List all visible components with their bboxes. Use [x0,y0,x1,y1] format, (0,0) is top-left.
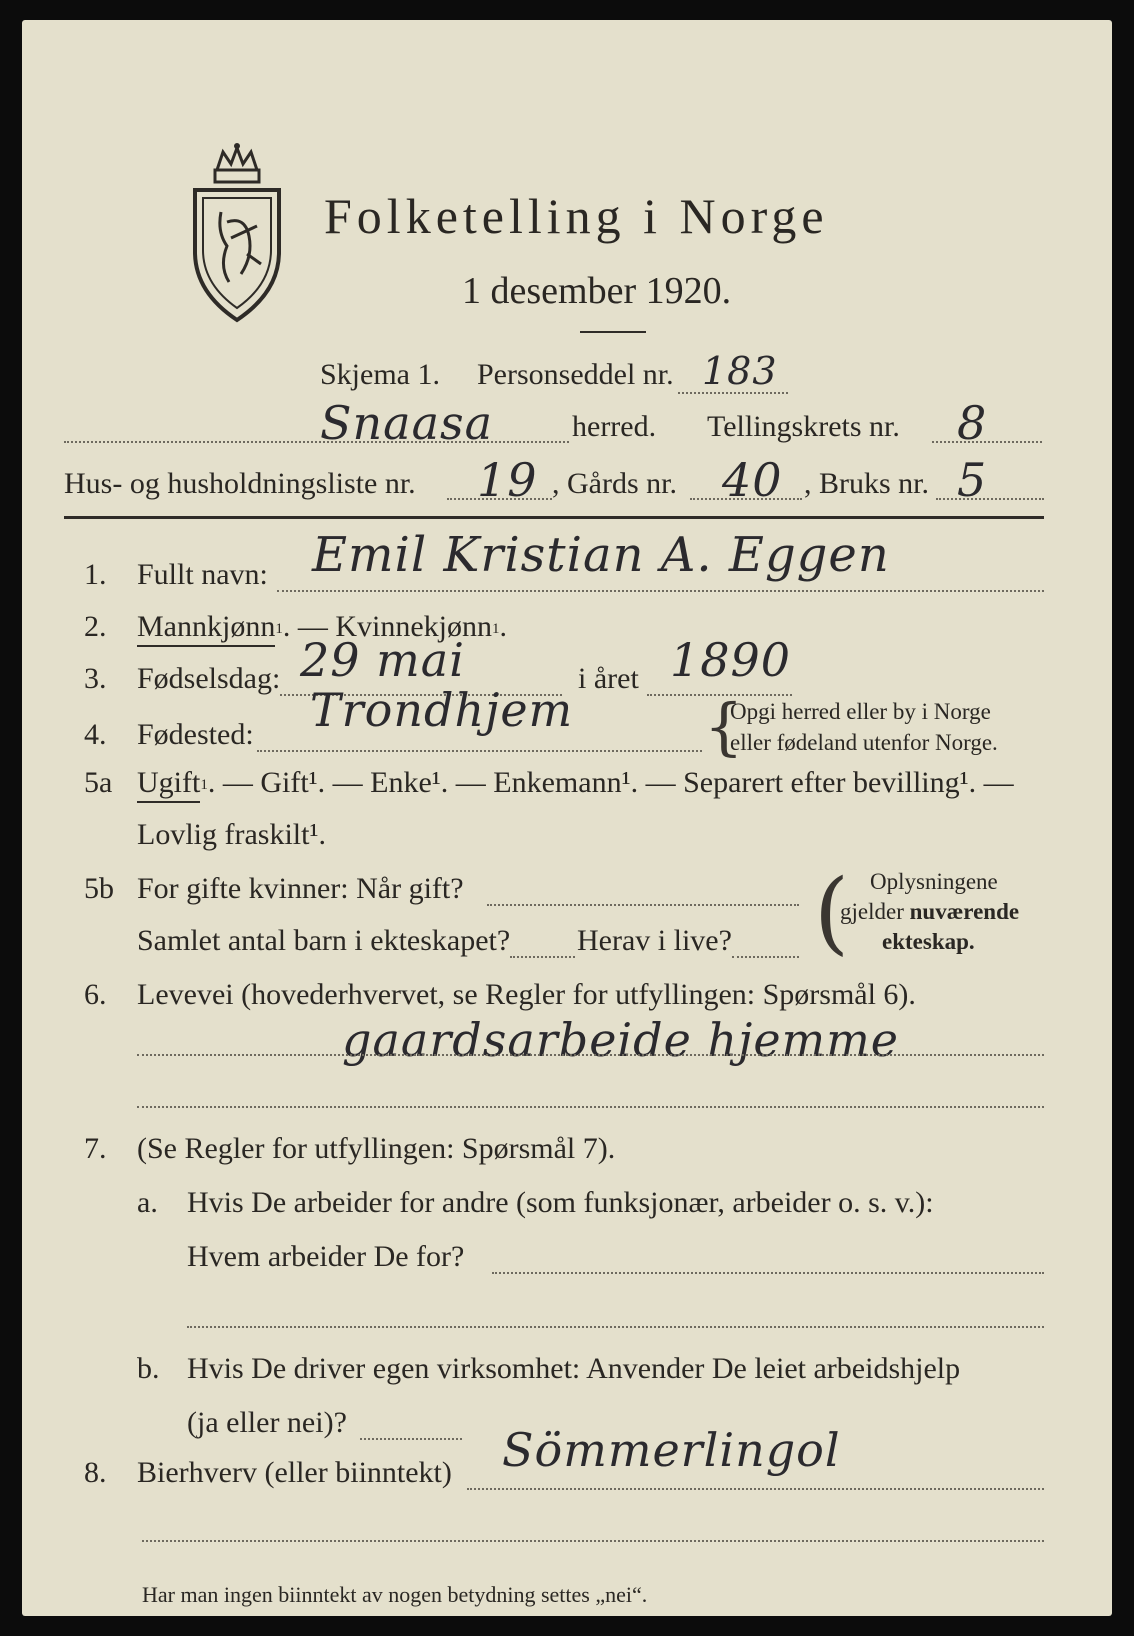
header-divider [580,331,646,333]
q5b-alive-label: Herav i live? [577,924,732,957]
q3-birth-date: 29 mai [300,633,465,687]
q5a-number: 5a [84,766,113,799]
q3-year-label: i året [578,662,639,695]
personseddel-value: 183 [702,349,778,393]
schema-label: Skjema 1. [320,358,440,391]
q5b-when-dotline [487,904,799,906]
q7b-letter: b. [137,1352,160,1385]
q1-label: Fullt navn: [137,558,268,591]
section-divider [64,516,1044,519]
census-form-sheet [22,20,1112,1616]
q5b-number: 5b [84,872,114,905]
herred-dotline [64,441,569,443]
herred-value: Snaasa [320,396,494,450]
hus-label: Hus- og husholdningsliste nr. [64,467,416,500]
q1-dotline [277,590,1044,592]
q1-number: 1. [84,558,107,591]
q5b-note-line2: gjelder nuværende [840,899,1020,924]
q8-number: 8. [84,1456,107,1489]
q7b-line2: (ja eller nei)? [187,1406,347,1439]
q7-number: 7. [84,1132,107,1165]
q7b-line1: Hvis De driver egen virksomhet: Anvender De leiet arbeidshjelp [187,1352,961,1385]
q6-occupation: gaardsarbeide hjemme [342,1013,899,1067]
bruks-dotline [936,498,1044,500]
q6-dotline-2 [137,1106,1044,1108]
census-date: 1 desember 1920. [462,270,732,312]
q5b-note-line3: ekteskap. [882,929,975,954]
q5b-note-brace: ( [814,860,850,965]
q3-birth-year: 1890 [670,633,792,687]
tellingskrets-label: Tellingskrets nr. [707,410,900,443]
q7a-dotline-2 [187,1326,1044,1328]
q4-dotline [257,750,702,752]
q5b-alive-dotline [732,956,799,958]
q5a-marital-options: Ugift$^1$. — Gift¹. — Enke¹. — Enkemann¹. — Separert efter bevilling¹. — [137,766,1014,800]
q5b-children-label: Samlet antal barn i ekteskapet? [137,924,511,957]
gards-label: , Gårds nr. [552,467,677,500]
q7a-letter: a. [137,1186,158,1219]
q2-gender-options: Mannkjønn$^1$. — Kvinnekjønn$^1$. [137,610,507,644]
personseddel-label: Personseddel nr. [477,358,674,391]
q4-number: 4. [84,718,107,751]
q4-note-line1: Opgi herred eller by i Norge [730,699,991,724]
q3-label: Fødselsdag: [137,662,281,695]
q8-dotline-2 [142,1540,1044,1542]
q3-number: 3. [84,662,107,695]
q7a-line2: Hvem arbeider De for? [187,1240,465,1273]
q8-dotline [467,1488,1044,1490]
herred-label: herred. [572,410,657,443]
hus-value: 19 [477,453,538,507]
q5a-ugift: Ugift [137,766,200,803]
q7b-dotline [360,1438,462,1440]
q7-label: (Se Regler for utfyllingen: Spørsmål 7). [137,1132,616,1165]
q4-label: Fødested: [137,718,254,751]
bruks-label: , Bruks nr. [804,467,930,500]
gards-value: 40 [722,453,783,507]
q6-number: 6. [84,978,107,1011]
footer-note: Har man ingen biinntekt av nogen betydning settes „nei“. [142,1582,648,1607]
q2-number: 2. [84,610,107,643]
q4-note-brace: { [704,690,744,763]
q8-label: Bierhverv (eller biinntekt) [137,1456,452,1489]
q5b-children-dotline [510,956,575,958]
q4-note-line2: eller fødeland utenfor Norge. [730,730,998,755]
q2-mann: Mannkjønn [137,610,275,647]
q6-dotline-1 [137,1054,1044,1056]
q8-side-income: Sömmerlingol [502,1423,841,1477]
q6-label: Levevei (hovederhvervet, se Regler for utfyllingen: Spørsmål 6). [137,978,916,1011]
tellingskrets-value: 8 [957,396,988,450]
norwegian-coat-of-arms-icon [187,142,287,326]
q5b-when-married-label: For gifte kvinner: Når gift? [137,872,464,905]
q1-full-name: Emil Kristian A. Eggen [312,527,890,583]
form-title: Folketelling i Norge [324,188,829,244]
bruks-value: 5 [957,453,988,507]
q5a-line2: Lovlig fraskilt¹. [137,818,326,851]
q7a-dotline-1 [492,1272,1044,1274]
q2-kvinne: Kvinnekjønn [335,610,492,643]
q5b-note-line1: Oplysningene [870,869,998,894]
q7a-line1: Hvis De arbeider for andre (som funksjonær, arbeider o. s. v.): [187,1186,934,1219]
q4-birthplace: Trondhjem [310,683,574,737]
